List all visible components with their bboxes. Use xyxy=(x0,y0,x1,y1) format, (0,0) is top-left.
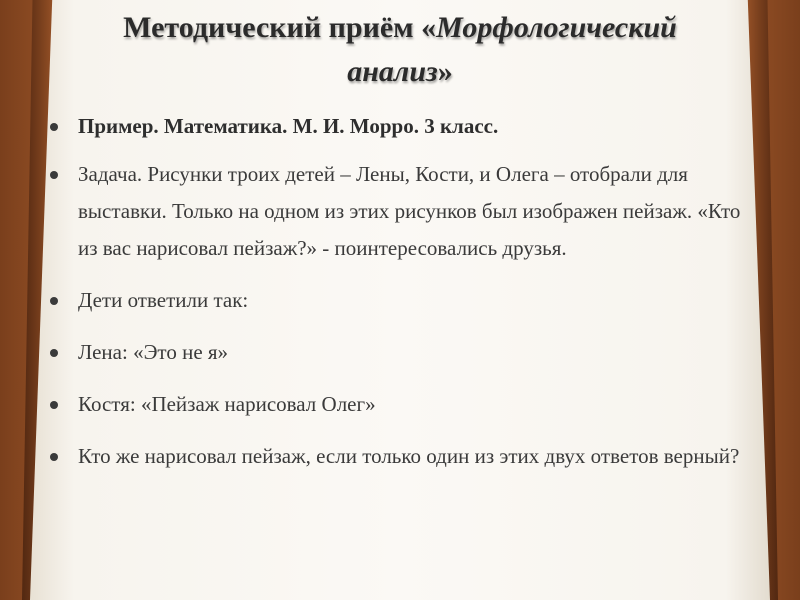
bullet-text: Дети ответили так: xyxy=(78,288,249,312)
title-text-italic-2: анализ xyxy=(347,55,438,88)
bullet-text: Костя: «Пейзаж нарисовал Олег» xyxy=(78,392,376,416)
bullet-text: Лена: «Это не я» xyxy=(78,340,229,364)
slide-title xyxy=(60,6,740,94)
title-text-close-quote: » xyxy=(437,55,453,88)
bullet-dot-icon xyxy=(50,171,58,179)
bullet-dot-icon xyxy=(50,297,58,305)
bullet-text: Задача. Рисунки троих детей – Лены, Кости, и Олега – отобрали для выставки. Только на одном из этих рисунков был изображен пейзаж. «Кто из вас нарисовал пейзаж?» - поинтересовались друзья. xyxy=(78,162,741,260)
bullet-item-lena xyxy=(46,334,746,371)
bullet-item-children-answered xyxy=(46,282,746,319)
bullet-dot-icon xyxy=(50,123,58,131)
bullet-item-example xyxy=(46,108,746,145)
bullet-list xyxy=(46,108,746,490)
title-text-plain: Методический приём « xyxy=(123,11,437,44)
bullet-item-question xyxy=(46,438,746,475)
bullet-item-task xyxy=(46,156,746,267)
bullet-dot-icon xyxy=(50,401,58,409)
bullet-text: Кто же нарисовал пейзаж, если только один из этих двух ответов верный? xyxy=(78,444,740,468)
title-text-italic: Морфологический xyxy=(436,11,677,44)
bullet-item-kostya xyxy=(46,386,746,423)
bullet-dot-icon xyxy=(50,349,58,357)
bullet-dot-icon xyxy=(50,453,58,461)
bullet-text: Пример. Математика. М. И. Морро. 3 класс. xyxy=(78,114,499,138)
